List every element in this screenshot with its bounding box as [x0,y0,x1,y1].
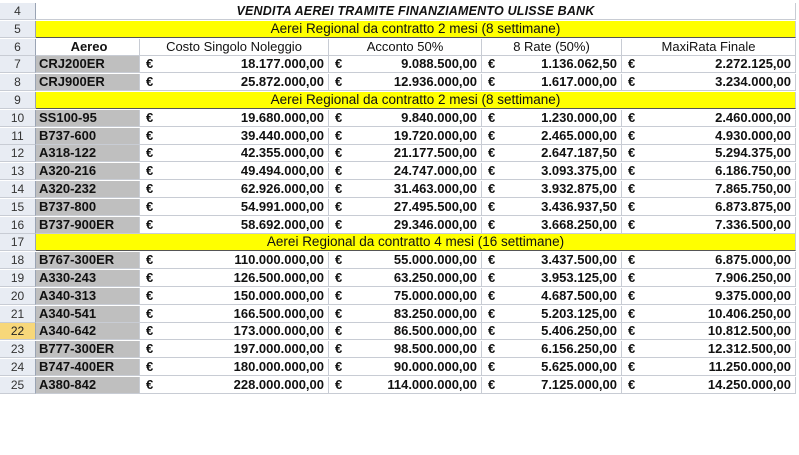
aircraft-cell[interactable]: CRJ200ER [36,56,140,73]
currency-symbol: € [488,163,496,179]
currency-symbol: € [488,145,496,161]
currency-symbol: € [628,109,636,125]
amount-value: 55.000.000,00 [393,252,477,268]
row-header[interactable]: 19 [0,270,36,287]
amount-value: 7.336.500,00 [715,216,791,232]
aircraft-cell[interactable]: A380-842 [36,377,140,394]
currency-symbol: € [146,127,154,143]
amount-value: 1.230.000,00 [541,109,617,125]
section-banner[interactable]: Aerei Regional da contratto 4 mesi (16 settimane) [36,234,796,251]
cost-cell[interactable] [140,145,329,162]
amount-value: 180.000.000,00 [233,359,324,374]
currency-symbol: € [488,305,496,321]
currency-symbol: € [146,216,154,232]
currency-symbol: € [488,216,496,232]
cost-cell[interactable] [140,306,329,323]
amount-value: 86.500.000,00 [393,323,477,339]
currency-symbol: € [488,74,496,90]
amount-value: 31.463.000,00 [393,181,477,196]
currency-symbol: € [628,323,636,339]
sheet-row [0,128,796,145]
installment-cell[interactable] [482,181,622,198]
installment-cell[interactable] [482,145,622,162]
deposit-cell[interactable] [329,288,482,305]
column-header[interactable]: Costo Singolo Noleggio [140,39,329,56]
sheet-title[interactable]: VENDITA AEREI TRAMITE FINANZIAMENTO ULISSE BANK [36,3,796,20]
currency-symbol: € [335,359,343,374]
currency-symbol: € [628,163,636,179]
currency-symbol: € [146,376,154,392]
final-payment-cell[interactable] [622,252,796,269]
deposit-cell[interactable] [329,217,482,234]
currency-symbol: € [335,109,343,125]
amount-value: 1.136.062,50 [541,56,617,72]
row-header[interactable]: 12 [0,145,36,162]
cost-cell[interactable] [140,110,329,127]
currency-symbol: € [628,287,636,303]
row-header[interactable]: 4 [0,3,36,20]
installment-cell[interactable] [482,163,622,180]
currency-symbol: € [488,109,496,125]
row-header[interactable]: 8 [0,74,36,91]
sheet-row [0,341,796,358]
sheet-row [0,145,796,162]
final-payment-cell[interactable] [622,306,796,323]
currency-symbol: € [146,305,154,321]
final-payment-cell[interactable] [622,74,796,91]
currency-symbol: € [335,341,343,357]
row-header[interactable]: 20 [0,288,36,305]
final-payment-cell[interactable] [622,199,796,216]
cost-cell[interactable] [140,74,329,91]
sheet-row [0,39,796,56]
aircraft-cell[interactable]: A340-313 [36,288,140,305]
aircraft-cell[interactable]: B737-900ER [36,217,140,234]
sheet-row [0,270,796,287]
installment-cell[interactable] [482,252,622,269]
amount-value: 54.991.000,00 [240,198,324,214]
deposit-cell[interactable] [329,181,482,198]
final-payment-cell[interactable] [622,288,796,305]
currency-symbol: € [335,270,343,285]
aircraft-cell[interactable]: B777-300ER [36,341,140,358]
installment-cell[interactable] [482,270,622,287]
aircraft-cell[interactable]: A320-232 [36,181,140,198]
deposit-cell[interactable] [329,128,482,145]
currency-symbol: € [488,270,496,285]
amount-value: 75.000.000,00 [393,287,477,303]
amount-value: 9.840.000,00 [401,109,477,125]
sheet-row [0,74,796,91]
currency-symbol: € [628,376,636,392]
amount-value: 110.000.000,00 [234,252,324,268]
currency-symbol: € [488,359,496,374]
aircraft-cell[interactable]: CRJ900ER [36,74,140,91]
currency-symbol: € [628,341,636,357]
installment-cell[interactable] [482,359,622,376]
currency-symbol: € [628,305,636,321]
deposit-cell[interactable] [329,359,482,376]
final-payment-cell[interactable] [622,110,796,127]
cost-cell[interactable] [140,341,329,358]
amount-value: 63.250.000,00 [393,270,477,285]
amount-value: 27.495.500,00 [393,198,477,214]
section-banner[interactable]: Aerei Regional da contratto 2 mesi (8 settimane) [36,21,796,38]
cost-cell[interactable] [140,181,329,198]
currency-symbol: € [628,198,636,214]
currency-symbol: € [146,74,154,90]
currency-symbol: € [335,198,343,214]
final-payment-cell[interactable] [622,145,796,162]
amount-value: 1.617.000,00 [541,74,617,90]
currency-symbol: € [146,163,154,179]
row-header[interactable]: 15 [0,199,36,216]
amount-value: 4.930.000,00 [715,127,791,143]
currency-symbol: € [335,74,343,90]
row-header[interactable]: 16 [0,217,36,234]
row-header[interactable]: 25 [0,377,36,394]
amount-value: 83.250.000,00 [393,305,477,321]
aircraft-cell[interactable]: A340-541 [36,306,140,323]
sheet-row [0,217,796,234]
deposit-cell[interactable] [329,56,482,73]
currency-symbol: € [146,181,154,196]
deposit-cell[interactable] [329,270,482,287]
currency-symbol: € [335,127,343,143]
installment-cell[interactable] [482,217,622,234]
installment-cell[interactable] [482,341,622,358]
final-payment-cell[interactable] [622,377,796,394]
cost-cell[interactable] [140,199,329,216]
amount-value: 21.177.500,00 [393,145,477,161]
amount-value: 7.865.750,00 [715,181,791,196]
aircraft-cell[interactable]: SS100-95 [36,110,140,127]
currency-symbol: € [488,252,496,268]
installment-cell[interactable] [482,199,622,216]
sheet-row [0,92,796,109]
currency-symbol: € [628,270,636,285]
installment-cell[interactable] [482,128,622,145]
cost-cell[interactable] [140,128,329,145]
currency-symbol: € [628,74,636,90]
final-payment-cell[interactable] [622,128,796,145]
currency-symbol: € [488,56,496,72]
cost-cell[interactable] [140,270,329,287]
currency-symbol: € [146,109,154,125]
amount-value: 14.250.000,00 [707,376,791,392]
row-header[interactable]: 9 [0,92,36,109]
currency-symbol: € [335,323,343,339]
currency-symbol: € [335,252,343,268]
sheet-row [0,181,796,198]
sheet-row [0,234,796,251]
amount-value: 98.500.000,00 [393,341,477,357]
amount-value: 19.680.000,00 [240,109,324,125]
installment-cell[interactable] [482,377,622,394]
installment-cell[interactable] [482,306,622,323]
row-header[interactable]: 7 [0,56,36,73]
currency-symbol: € [488,198,496,214]
currency-symbol: € [335,181,343,196]
sheet-row [0,163,796,180]
row-header[interactable]: 17 [0,234,36,251]
amount-value: 39.440.000,00 [240,127,324,143]
deposit-cell[interactable] [329,306,482,323]
currency-symbol: € [146,270,154,285]
amount-value: 3.093.375,00 [541,163,617,179]
sheet-row [0,56,796,73]
currency-symbol: € [335,145,343,161]
amount-value: 10.812.500,00 [707,323,791,339]
amount-value: 3.234.000,00 [715,74,791,90]
currency-symbol: € [628,127,636,143]
amount-value: 11.250.000,00 [708,359,791,374]
final-payment-cell[interactable] [622,181,796,198]
currency-symbol: € [628,252,636,268]
amount-value: 6.156.250,00 [541,341,617,357]
row-header[interactable]: 6 [0,39,36,56]
currency-symbol: € [335,56,343,72]
deposit-cell[interactable] [329,110,482,127]
currency-symbol: € [146,287,154,303]
amount-value: 228.000.000,00 [233,376,324,392]
currency-symbol: € [146,145,154,161]
aircraft-cell[interactable]: A330-243 [36,270,140,287]
final-payment-cell[interactable] [622,323,796,340]
row-header[interactable]: 10 [0,110,36,127]
amount-value: 173.000.000,00 [233,323,324,339]
sheet-row [0,359,796,376]
amount-value: 4.687.500,00 [541,287,617,303]
cost-cell[interactable] [140,377,329,394]
amount-value: 58.692.000,00 [240,216,324,232]
column-header[interactable]: Acconto 50% [329,39,482,56]
cost-cell[interactable] [140,288,329,305]
currency-symbol: € [146,198,154,214]
currency-symbol: € [628,145,636,161]
final-payment-cell[interactable] [622,217,796,234]
deposit-cell[interactable] [329,323,482,340]
amount-value: 3.668.250,00 [541,216,617,232]
amount-value: 10.406.250,00 [707,305,791,321]
final-payment-cell[interactable] [622,270,796,287]
sheet-row [0,110,796,127]
amount-value: 3.437.500,00 [541,252,617,268]
amount-value: 5.406.250,00 [541,323,617,339]
amount-value: 5.203.125,00 [541,305,617,321]
currency-symbol: € [488,341,496,357]
row-header[interactable]: 22 [0,323,36,340]
row-header[interactable]: 21 [0,306,36,323]
cost-cell[interactable] [140,217,329,234]
amount-value: 5.625.000,00 [541,359,617,374]
final-payment-cell[interactable] [622,56,796,73]
currency-symbol: € [488,323,496,339]
currency-symbol: € [146,341,154,357]
currency-symbol: € [335,376,343,392]
row-header[interactable]: 13 [0,163,36,180]
section-banner[interactable]: Aerei Regional da contratto 2 mesi (8 settimane) [36,92,796,109]
aircraft-cell[interactable]: A318-122 [36,145,140,162]
deposit-cell[interactable] [329,252,482,269]
amount-value: 9.375.000,00 [715,287,791,303]
row-header[interactable]: 18 [0,252,36,269]
aircraft-cell[interactable]: B737-600 [36,128,140,145]
column-header[interactable]: 8 Rate (50%) [482,39,622,56]
amount-value: 126.500.000,00 [233,270,324,285]
aircraft-cell[interactable]: B747-400ER [36,359,140,376]
installment-cell[interactable] [482,110,622,127]
amount-value: 24.747.000,00 [393,163,477,179]
currency-symbol: € [146,359,154,374]
sheet-row [0,377,796,394]
currency-symbol: € [146,323,154,339]
amount-value: 12.936.000,00 [393,74,477,90]
amount-value: 150.000.000,00 [233,287,324,303]
amount-value: 25.872.000,00 [240,74,324,90]
cost-cell[interactable] [140,359,329,376]
amount-value: 7.906.250,00 [715,270,791,285]
deposit-cell[interactable] [329,74,482,91]
currency-symbol: € [628,56,636,72]
amount-value: 9.088.500,00 [401,56,477,72]
final-payment-cell[interactable] [622,359,796,376]
deposit-cell[interactable] [329,145,482,162]
cost-cell[interactable] [140,56,329,73]
sheet-row [0,288,796,305]
amount-value: 29.346.000,00 [393,216,477,232]
cost-cell[interactable] [140,252,329,269]
installment-cell[interactable] [482,74,622,91]
row-header[interactable]: 11 [0,128,36,145]
sheet-row [0,323,796,340]
amount-value: 2.272.125,00 [715,56,791,72]
amount-value: 2.465.000,00 [541,127,617,143]
sheet-row [0,3,796,20]
amount-value: 2.647.187,50 [541,145,617,161]
currency-symbol: € [488,127,496,143]
amount-value: 19.720.000,00 [393,127,477,143]
amount-value: 6.875.000,00 [715,252,791,268]
currency-symbol: € [488,181,496,196]
amount-value: 3.953.125,00 [541,270,617,285]
amount-value: 18.177.000,00 [240,56,324,72]
sheet-row [0,252,796,269]
amount-value: 12.312.500,00 [707,341,791,357]
currency-symbol: € [335,216,343,232]
amount-value: 114.000.000,00 [387,376,477,392]
deposit-cell[interactable] [329,341,482,358]
row-header[interactable]: 14 [0,181,36,198]
amount-value: 42.355.000,00 [240,145,324,161]
currency-symbol: € [146,252,154,268]
amount-value: 90.000.000,00 [393,359,477,374]
amount-value: 166.500.000,00 [233,305,324,321]
amount-value: 197.000.000,00 [233,341,324,357]
amount-value: 5.294.375,00 [715,145,791,161]
cost-cell[interactable] [140,323,329,340]
sheet-row [0,199,796,216]
currency-symbol: € [628,216,636,232]
sheet-row [0,306,796,323]
currency-symbol: € [146,56,154,72]
cost-cell[interactable] [140,163,329,180]
aircraft-cell[interactable]: B767-300ER [36,252,140,269]
column-header[interactable]: Aereo [36,39,140,56]
installment-cell[interactable] [482,288,622,305]
final-payment-cell[interactable] [622,341,796,358]
amount-value: 6.186.750,00 [715,163,791,179]
currency-symbol: € [628,359,636,374]
installment-cell[interactable] [482,56,622,73]
currency-symbol: € [628,181,636,196]
row-header[interactable]: 5 [0,21,36,38]
row-header[interactable]: 24 [0,359,36,376]
aircraft-cell[interactable]: B737-800 [36,199,140,216]
amount-value: 6.873.875,00 [715,198,791,214]
amount-value: 2.460.000,00 [715,109,791,125]
sheet-row [0,21,796,38]
column-header[interactable]: MaxiRata Finale [622,39,796,56]
aircraft-cell[interactable]: A320-216 [36,163,140,180]
currency-symbol: € [335,287,343,303]
currency-symbol: € [335,163,343,179]
deposit-cell[interactable] [329,199,482,216]
currency-symbol: € [488,287,496,303]
currency-symbol: € [488,376,496,392]
amount-value: 62.926.000,00 [240,181,324,196]
final-payment-cell[interactable] [622,163,796,180]
amount-value: 3.436.937,50 [541,198,617,214]
installment-cell[interactable] [482,323,622,340]
amount-value: 7.125.000,00 [541,376,617,392]
row-header[interactable]: 23 [0,341,36,358]
amount-value: 49.494.000,00 [240,163,324,179]
aircraft-cell[interactable]: A340-642 [36,323,140,340]
deposit-cell[interactable] [329,163,482,180]
deposit-cell[interactable] [329,377,482,394]
currency-symbol: € [335,305,343,321]
amount-value: 3.932.875,00 [541,181,617,196]
